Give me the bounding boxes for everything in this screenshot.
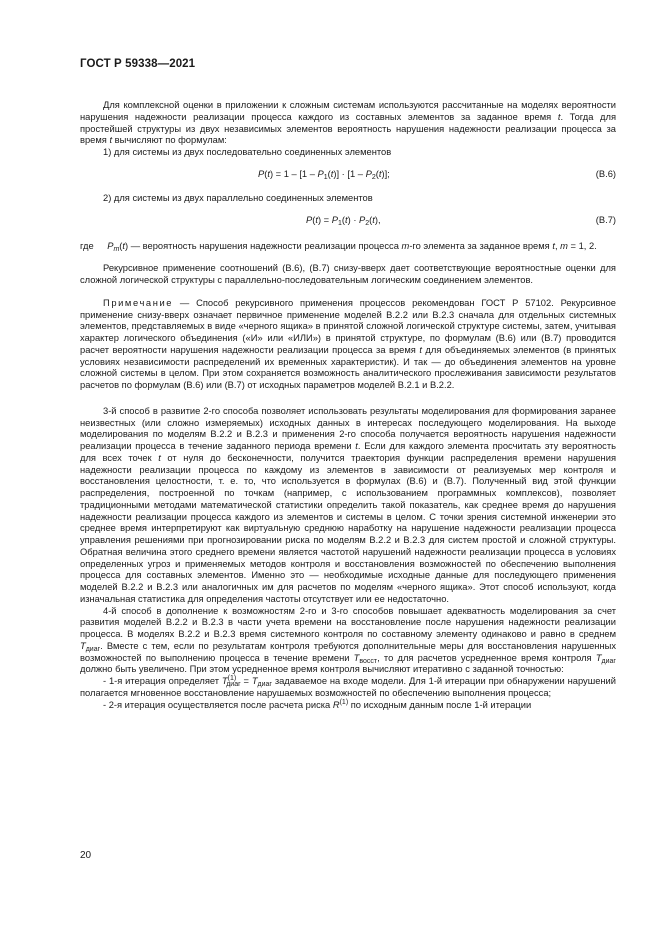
page-number: 20 [80, 850, 92, 861]
where-definition: где $P_m(t)$ — вероятность нарушения надежности реализации процесса m-го элемента за заданное время t, m = 1, 2. [80, 240, 597, 253]
paragraph-method-4: 4-й способ в дополнение к возможностям 2-го и 3-го способов повышает адекватность моделирования за счет развития моделей В.2.2 и В.2.3 в части учета времени на восстановление после нарушения надежности реализации процесса. В моделях В.2.2 и В.2.3 время системного контроля по составному элементу одинаково и равно в среднем $T_{диаг}$. Вместе с тем, если по результатам контроля требуются дополнительные меры для восстановления нарушенных возможностей по выполнению процесса в течение времени $T_{восст}$, то для расчетов усредненное время контроля $T_{диаг}$ должно быть увеличено. При этом усредненное время контроля вычисляют итеративно с заданной точностью: [80, 605, 616, 675]
iteration-1: - 1-я итерация определяет $T^{(1)}_{диаг} = T_{диаг}$ задаваемое на входе модели. Для 1-й итерации при обнаружении нарушений полагается мгновенное восстановление нарушаемых возможностей по обеспечению выполнения процесса; [80, 675, 616, 698]
paragraph-recursive: Рекурсивное применение соотношений (В.6), (В.7) снизу-вверх дает соответствующие вероятностные оценки для сложной логической структуры с параллельно-последовательным логическим соединением элементов. [80, 263, 616, 285]
formula-b6-expression: $P(t) = 1 - [1 - P_1(t)] \cdot [1 - P_2(t)]$; [258, 168, 390, 181]
note-paragraph: Примечание — Способ рекурсивного применения процессов рекомендован ГОСТ Р 57102. Рекурсивное применение снизу-вверх означает первичное применение моделей В.2.2 или В.2.3 сначала для отдельных системных элементов, представляемых в виде «черного ящика» в принятой сложной логической структуре системы, затем, учитывая характер логического объединения («И» или «ИЛИ») в принятой структуре, по формулам (В.6) или (В.7) проводится расчет вероятности нарушения надежности реализации процесса за время t для объединяемых элементов (в принятых условиях независимости распределений их временных характеристик). И так — до объединения элементов на уровне сложной системы в целом. При этом сохраняется возможность аналитического прослеживания зависимости результатов расчетов по формулам (В.6) или (В.7) от исходных параметров моделей В.2.1 и В.2.2. [80, 297, 617, 390]
iteration-2: - 2-я итерация осуществляется после расчета риска $R^{(1)}$ по исходным данным после 1-й итерации [103, 698, 532, 710]
formula-b7-expression: $P(t) = P_1(t) \cdot P_2(t)$, [306, 214, 381, 227]
formula-b6-number: (В.6) [595, 168, 616, 179]
document-body [80, 100, 616, 711]
formula-b7-number: (В.7) [595, 214, 616, 225]
formula-b6 [80, 169, 616, 183]
paragraph-intro: Для комплексной оценки в приложении к сложным системам используются рассчитанные на моделях вероятности нарушения надежности реализации процесса каждого из составных элементов за заданное время t. Тогда для простейшей структуры из двух независимых элементов вероятность нарушения надежности реализации процесса за время t вычисляют по формулам: [80, 100, 617, 146]
paragraph-method-3: 3-й способ в развитие 2-го способа позволяет использовать результаты моделирования для формирования заранее неизвестных (или сложно измеряемых) исходных данных в интересах последующего моделирования. На выходе моделирования по моделям В.2.2 и В.2.3 и применения 2-го способа получается вероятность нарушения надежности реализации процесса в течение заданного периода времени t. Если для каждого элемента просчитать эту вероятность для всех точек t от нуля до бесконечности, получится траектория функции распределения времени нарушения надежности реализации процесса по каждому из элементов в зависимости от реализуемых мер контроля и восстановления целостности, т. е. то, что используется в формулах (В.6) и (В.7). Полученный вид этой функции распределения, построенной по точкам (например, с использованием программных комплексов), позволяет традиционными методами математической статистики определить такой показатель, как среднее время до нарушения надежности реализации процесса каждого из элементов и системы в целом. С точки зрения системной инженерии это среднее время интерпретируют как виртуальную среднюю наработку на нарушение надежности реализации процесса управления решениями при прогнозировании риска по моделям В.2.2 и В.2.3 для систем простой и сложной структуры. Обратная величина этого среднего времени является частотой нарушений надежности реализации процесса в условиях определенных угроз и применяемых методов контроля и восстановления возможностей по обеспечению выполнения процесса для составных элементов. Именно это — необходимые исходные данные для последующего применения моделей В.2.2 и В.2.3 или аналогичных им для расчетов по моделям «черного ящика». Этот способ используют, когда изначальная статистика для определения частоты отсутствует или ее недостаточно. [80, 405, 616, 604]
note-label: Примечание [103, 297, 174, 308]
standard-header: ГОСТ Р 59338—2021 [80, 58, 196, 70]
list-item-series: 1) для системы из двух последовательно соединенных элементов [103, 147, 392, 157]
list-item-parallel: 2) для системы из двух параллельно соединенных элементов [103, 192, 373, 203]
formula-b7 [80, 215, 616, 229]
